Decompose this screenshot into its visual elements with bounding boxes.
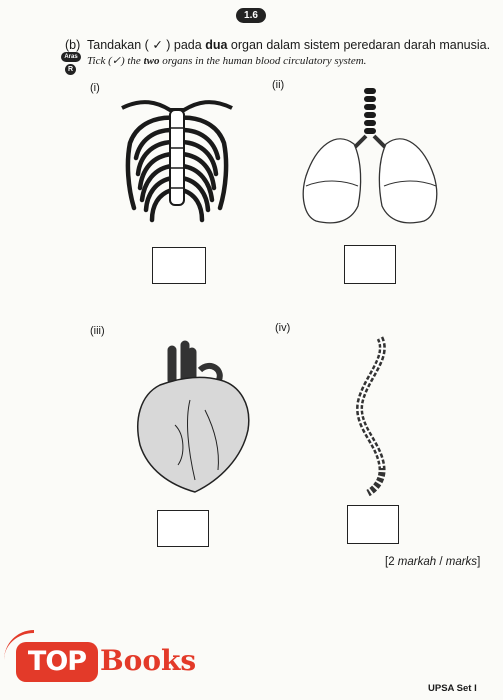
english-bold: two: [143, 55, 160, 67]
english-prefix: Tick (✓) the: [87, 55, 144, 67]
part-letter: (b): [65, 38, 81, 52]
marks-english: marks: [445, 556, 478, 568]
malay-bold: dua: [205, 38, 228, 52]
aras-level-badge: R: [65, 64, 76, 75]
tick-box-iv[interactable]: [347, 505, 399, 544]
spine-icon: [350, 333, 400, 498]
marks-label: [385, 556, 480, 568]
tick-box-i[interactable]: [152, 247, 206, 284]
marks-open: [2: [385, 556, 398, 568]
option-label-iii: (iii): [90, 325, 105, 337]
english-suffix: organs in the human blood circulatory system.: [159, 55, 367, 67]
marks-close: ]: [477, 556, 481, 568]
aras-badge: Aras: [61, 52, 81, 62]
footer-label: UPSA Set I: [428, 683, 477, 694]
logo-books: Books: [100, 644, 197, 677]
question-number-badge: 1.6: [236, 8, 266, 23]
logo-top: TOP: [16, 642, 98, 682]
heart-icon: [130, 340, 260, 500]
tick-box-iii[interactable]: [157, 510, 209, 547]
rib-cage-icon: [112, 88, 242, 238]
option-label-iv: (iv): [275, 322, 291, 334]
marks-separator: /: [436, 556, 446, 568]
option-label-ii: (ii): [272, 79, 285, 91]
malay-suffix: organ dalam sistem peredaran darah manusia.: [227, 38, 491, 52]
tick-box-ii[interactable]: [344, 245, 396, 284]
lungs-icon: [296, 86, 446, 231]
marks-malay: markah: [397, 556, 437, 568]
topbooks-watermark-logo: [4, 630, 204, 690]
question-text-english: [87, 54, 366, 67]
question-text-malay: [65, 37, 490, 52]
option-label-i: (i): [90, 82, 100, 94]
malay-prefix: Tandakan ( ✓ ) pada: [87, 38, 206, 52]
